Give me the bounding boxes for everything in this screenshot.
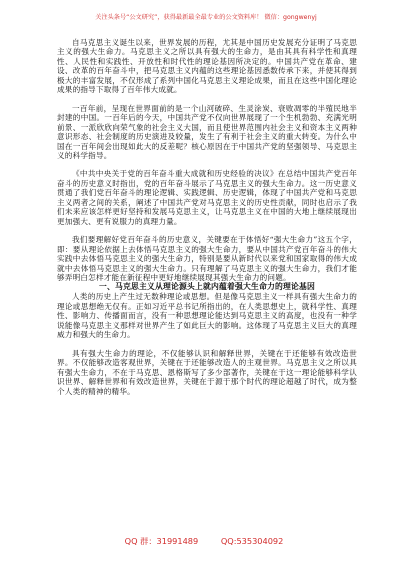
- article-body: [57, 38, 357, 396]
- footer-contact: [0, 536, 408, 547]
- paragraph-1: 自马克思主义诞生以来，世界发展的历程，尤其是中国历史发展充分证明了马克思主义的强大生命力。马克思主义之所以具有强大的生命力，是由其具有科学性和真理性、人民性和实践性、开放性和时代性的理论基因所决定的。中国共产党在革命、建设、改革的百年奋斗中，把马克思主义内蕴的这些理论基因悉数传承下来，并使其得到极大的丰富发展，不仅形成了系列中国化马克思主义理论成果，而且在这些中国化理论成果的指导下取得了百年伟大成就。: [57, 38, 357, 95]
- footer-qq-group: QQ 群：31991489: [124, 536, 199, 546]
- section-heading-1: 一、马克思主义从理论源头上就内蕴着强大生命力的理论基因: [99, 282, 315, 292]
- paragraph-4: 我们要理解好党百年奋斗的历史意义，关键要在于体悟好“强大生命力”这五个字，即：要从理论依据上去体悟马克思主义的强大生命力，要从中国共产党百年奋斗的伟大实践中去体悟马克思主义的强大生命力，特别是要从新时代以来党和国家取得的伟大成就中去体悟马克思主义的强大生命力。只有理解了马克思主义的强大生命力，我们才能够弄明白怎样才能在新征程中更好地继续展现其强大生命力的问题。: [57, 235, 357, 282]
- paragraph-2: 一百年前，呈现在世界面前的是一个山河破碎、生灵涂炭、衰败凋零的半殖民地半封建的中国。一百年后的今天，中国共产党不仅向世界展现了一个生机勃勃、充满光明前景、一派欣欣向荣气象的社会主义大国，而且使世界范围内社会主义和资本主义两种意识形态、社会制度的历史演进及较量，发生了有利于社会主义的重大转变。为什么中国在一百年间会出现如此大的反差呢？核心原因在于中国共产党的坚强领导、马克思主义的科学指导。: [57, 103, 357, 160]
- footer-qq: QQ:535304092: [220, 536, 284, 546]
- header-line-1: 关注头条号“公文研究”，获得最新最全最专业的公文资料库！ 微信：gongwenyj: [95, 14, 317, 21]
- paragraph-3: 《中共中央关于党的百年奋斗重大成就和历史经验的决议》在总结中国共产党百年奋斗的历史意义时指出，党的百年奋斗展示了马克思主义的强大生命力。这一历史意义贯通了我们党百年奋斗的理论逻辑、实践逻辑、历史逻辑，体现了中国共产党和马克思主义两者之间的关系，阐述了中国共产党对马克思主义的历史性贡献，同时也启示了我们未来应该怎样更好坚持和发展马克思主义，让马克思主义在中国的大地上继续展现出更加强大、更有说服力的真理力量。: [57, 169, 357, 226]
- paragraph-6: 具有强大生命力的理论，不仅能够认识和解释世界，关键在于还能够有效改造世界。不仅能够改造客观世界，关键在于还能够改造人的主观世界。马克思主义之所以具有强大生命力，不在于马克思、恩格斯写了多少部著作，关键在于这一理论能够科学认识世界、解释世界和有效改造世界，关键在于源于那个时代的理论超越了时代，成为整个人类的精神的精华。: [57, 348, 357, 396]
- header-banner: [86, 14, 326, 23]
- paragraph-5: 人类的历史上产生过无数种理论或思想。但是像马克思主义一样具有强大生命力的理论或思想绝无仅有。正如习近平总书记所指出的，在人类思想史上，就科学性、真理性、影响力、传播面而言，没有一种思想理论能达到马克思主义的高度，也没有一种学说能像马克思主义那样对世界产生了如此巨大的影响。这体现了马克思主义巨大的真理威力和强大的生命力。: [57, 292, 357, 340]
